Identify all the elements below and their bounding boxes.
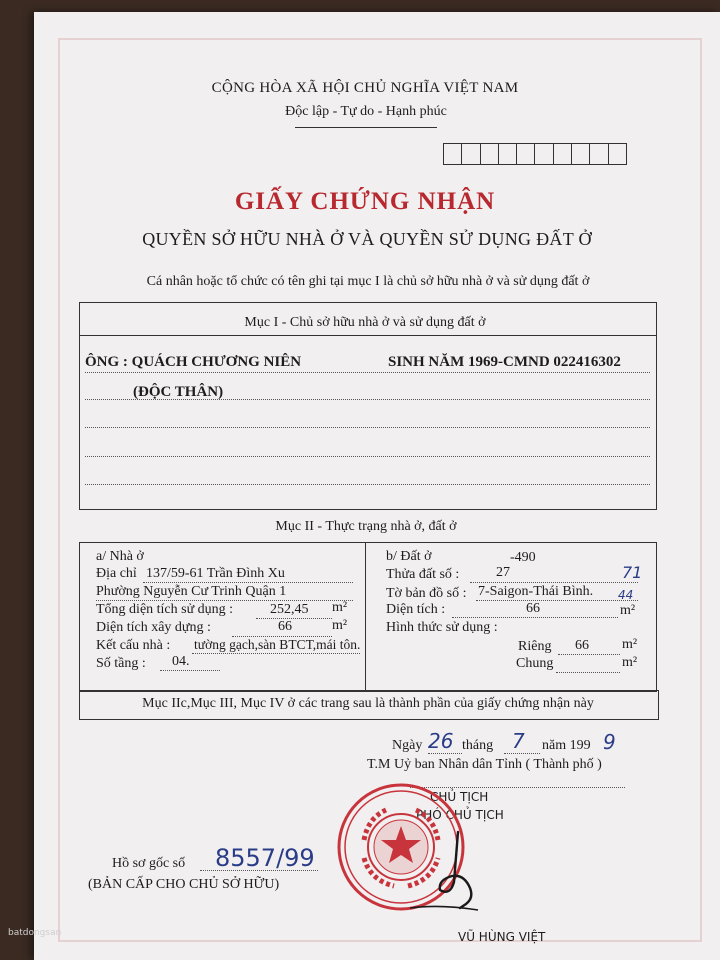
signer-title-1: CHỦ TỊCH: [430, 790, 489, 804]
record-number: 8557/99: [215, 844, 315, 872]
authority: T.M Uỷ ban Nhân dân Tỉnh ( Thành phố ): [367, 757, 602, 772]
land-area-unit: m²: [620, 603, 636, 618]
date-year-digit: 9: [603, 730, 616, 754]
lot-value: 27: [496, 565, 510, 580]
house-title: a/ Nhà ở: [96, 549, 144, 564]
land-extra-number: -490: [510, 550, 536, 565]
land-area-label: Diện tích :: [386, 602, 446, 617]
watermark: batdongsan: [8, 928, 62, 938]
republic-header: CỘNG HÒA XÃ HỘI CHỦ NGHĨA VIỆT NAM: [211, 80, 519, 96]
section1-box: [79, 302, 657, 510]
structure-label: Kết cấu nhà :: [96, 638, 171, 653]
motto-underline: [295, 127, 437, 128]
record-note: (BẢN CẤP CHO CHỦ SỞ HỮU): [88, 877, 280, 892]
date-day-label: Ngày: [392, 738, 423, 753]
section2-divider: [365, 542, 366, 691]
total-area-label: Tổng diện tích sử dụng :: [96, 602, 234, 617]
built-area-label: Diện tích xây dựng :: [96, 620, 211, 635]
footer-note: Mục IIc,Mục III, Mục IV ở các trang sau là thành phần của giấy chứng nhận này: [142, 696, 594, 711]
owner-birth-id: SINH NĂM 1969-CMND 022416302: [388, 354, 621, 370]
signer-name: VŨ HÙNG VIỆT: [458, 930, 546, 944]
floors-label: Số tầng :: [96, 656, 146, 671]
lot-handwritten: 71: [622, 563, 643, 582]
certificate-title: GIẤY CHỨNG NHẬN: [234, 188, 496, 215]
shared-label: Chung: [516, 656, 554, 671]
shared-unit: m²: [622, 655, 638, 670]
built-area-value: 66: [278, 619, 292, 634]
serial-number-boxes: [443, 143, 627, 165]
address-line2: Phường Nguyễn Cư Trinh Quận 1: [96, 584, 287, 599]
intro-text: Cá nhân hoặc tổ chức có tên ghi tại mục I là chủ sở hữu nhà ở và sử dụng đất ở: [146, 274, 590, 289]
floors-value: 04.: [172, 654, 190, 669]
date-month-label: tháng: [462, 738, 494, 753]
date-year-label: năm 199: [542, 738, 591, 753]
address-value: 137/59-61 Trần Đình Xu: [146, 566, 285, 581]
total-area-unit: m²: [332, 600, 348, 615]
map-label: Tờ bản đồ số :: [386, 586, 467, 601]
date-day: 26: [428, 729, 454, 753]
address-label: Địa chỉ: [96, 566, 137, 581]
total-area-value: 252,45: [270, 602, 309, 617]
map-value: 7-Saigon-Thái Bình.: [478, 584, 594, 599]
section1-heading: Mục I - Chủ sở hữu nhà ở và sử dụng đất ở: [244, 315, 486, 330]
owner-name: ÔNG : QUÁCH CHƯƠNG NIÊN: [85, 354, 302, 370]
record-label: Hồ sơ gốc số: [112, 856, 186, 871]
motto: Độc lập - Tự do - Hạnh phúc: [285, 104, 447, 119]
date-month: 7: [512, 729, 525, 753]
lot-label: Thửa đất số :: [386, 567, 460, 582]
built-area-unit: m²: [332, 618, 348, 633]
structure-value: tường gạch,sàn BTCT,mái tôn.: [194, 637, 361, 652]
signature: [400, 826, 490, 916]
section2-heading: Mục II - Thực trạng nhà ở, đất ở: [275, 519, 457, 534]
map-handwritten: 44: [618, 588, 634, 602]
certificate-subtitle: QUYỀN SỞ HỮU NHÀ Ở VÀ QUYỀN SỬ DỤNG ĐẤT Ở: [142, 229, 592, 249]
usage-label: Hình thức sử dụng :: [386, 620, 498, 635]
land-title: b/ Đất ở: [386, 549, 432, 564]
private-value: 66: [575, 638, 589, 653]
private-label: Riêng: [518, 639, 552, 654]
land-area-value: 66: [526, 601, 540, 616]
signer-title-2: PHÓ CHỦ TỊCH: [416, 808, 504, 822]
owner-status: (ĐỘC THÂN): [133, 384, 224, 400]
private-unit: m²: [622, 637, 638, 652]
